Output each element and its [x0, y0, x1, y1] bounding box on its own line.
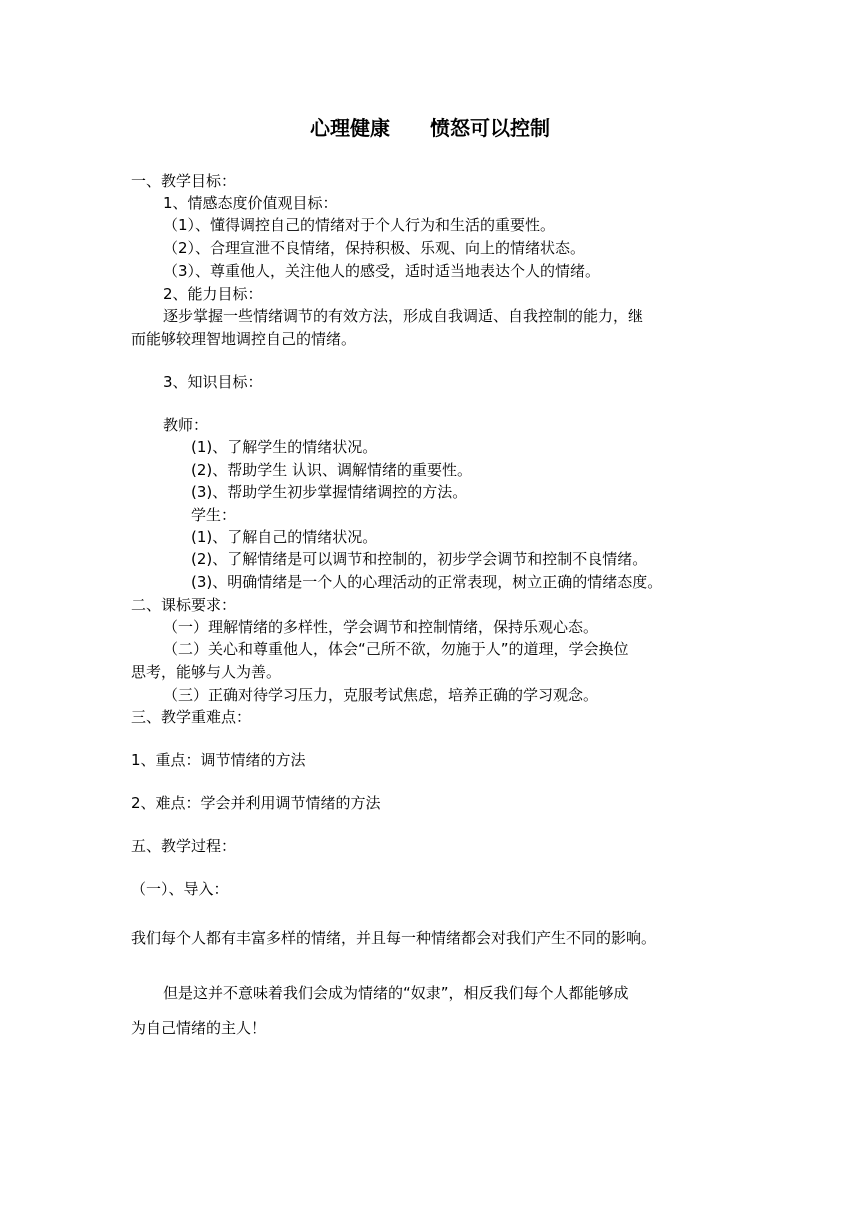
document-title: 心理健康 愤怒可以控制 — [310, 116, 550, 140]
key-point: 1、重点：调节情绪的方法 — [131, 751, 306, 769]
teacher-item: (2)、帮助学生 认识、调解情绪的重要性。 — [191, 461, 473, 479]
teacher-label: 教师： — [163, 416, 209, 434]
emotion-objective-item: （3）、尊重他人，关注他人的感受，适时适当地表达个人的情绪。 — [163, 262, 601, 280]
intro-paragraph: 但是这并不意味着我们会成为情绪的“奴隶”，相反我们每个人都能够成 — [163, 984, 629, 1002]
ability-objective-heading: 2、能力目标： — [163, 285, 263, 303]
standards-item: （一）理解情绪的多样性，学会调节和控制情绪，保持乐观心态。 — [163, 618, 599, 636]
student-label: 学生： — [191, 506, 237, 524]
ability-objective-text: 逐步掌握一些情绪调节的有效方法，形成自我调适、自我控制的能力，继 — [163, 307, 644, 325]
standards-item: （三）正确对待学习压力，克服考试焦虑，培养正确的学习观念。 — [163, 686, 599, 704]
key-points-heading: 三、教学重难点： — [131, 708, 252, 726]
student-item: (1)、了解自己的情绪状况。 — [191, 528, 378, 546]
emotion-objective-item: （2）、合理宣泄不良情绪，保持积极、乐观、向上的情绪状态。 — [163, 239, 586, 257]
intro-paragraph: 我们每个人都有丰富多样的情绪，并且每一种情绪都会对我们产生不同的影响。 — [131, 929, 657, 947]
standards-item: 思考，能够与人为善。 — [131, 663, 282, 681]
process-heading: 五、教学过程： — [131, 837, 237, 855]
standards-heading: 二、课标要求： — [131, 596, 237, 614]
teacher-item: (3)、帮助学生初步掌握情绪调控的方法。 — [191, 483, 468, 501]
intro-heading: （一）、导入： — [131, 880, 229, 898]
student-item: (3)、明确情绪是一个人的心理活动的正常表现，树立正确的情绪态度。 — [191, 573, 663, 591]
teacher-item: (1)、了解学生的情绪状况。 — [191, 438, 378, 456]
intro-paragraph: 为自己情绪的主人！ — [131, 1019, 267, 1037]
objectives-heading: 一、教学目标： — [131, 172, 237, 190]
standards-item: （二）关心和尊重他人，体会“己所不欲，勿施于人”的道理，学会换位 — [163, 640, 629, 658]
emotion-objective-heading: 1、情感态度价值观目标： — [163, 194, 338, 212]
ability-objective-text: 而能够较理智地调控自己的情绪。 — [131, 330, 357, 348]
emotion-objective-item: （1）、懂得调控自己的情绪对于个人行为和生活的重要性。 — [163, 216, 556, 234]
knowledge-objective-heading: 3、知识目标： — [163, 373, 263, 391]
difficult-point: 2、难点：学会并利用调节情绪的方法 — [131, 794, 381, 812]
student-item: (2)、了解情绪是可以调节和控制的，初步学会调节和控制不良情绪。 — [191, 550, 648, 568]
